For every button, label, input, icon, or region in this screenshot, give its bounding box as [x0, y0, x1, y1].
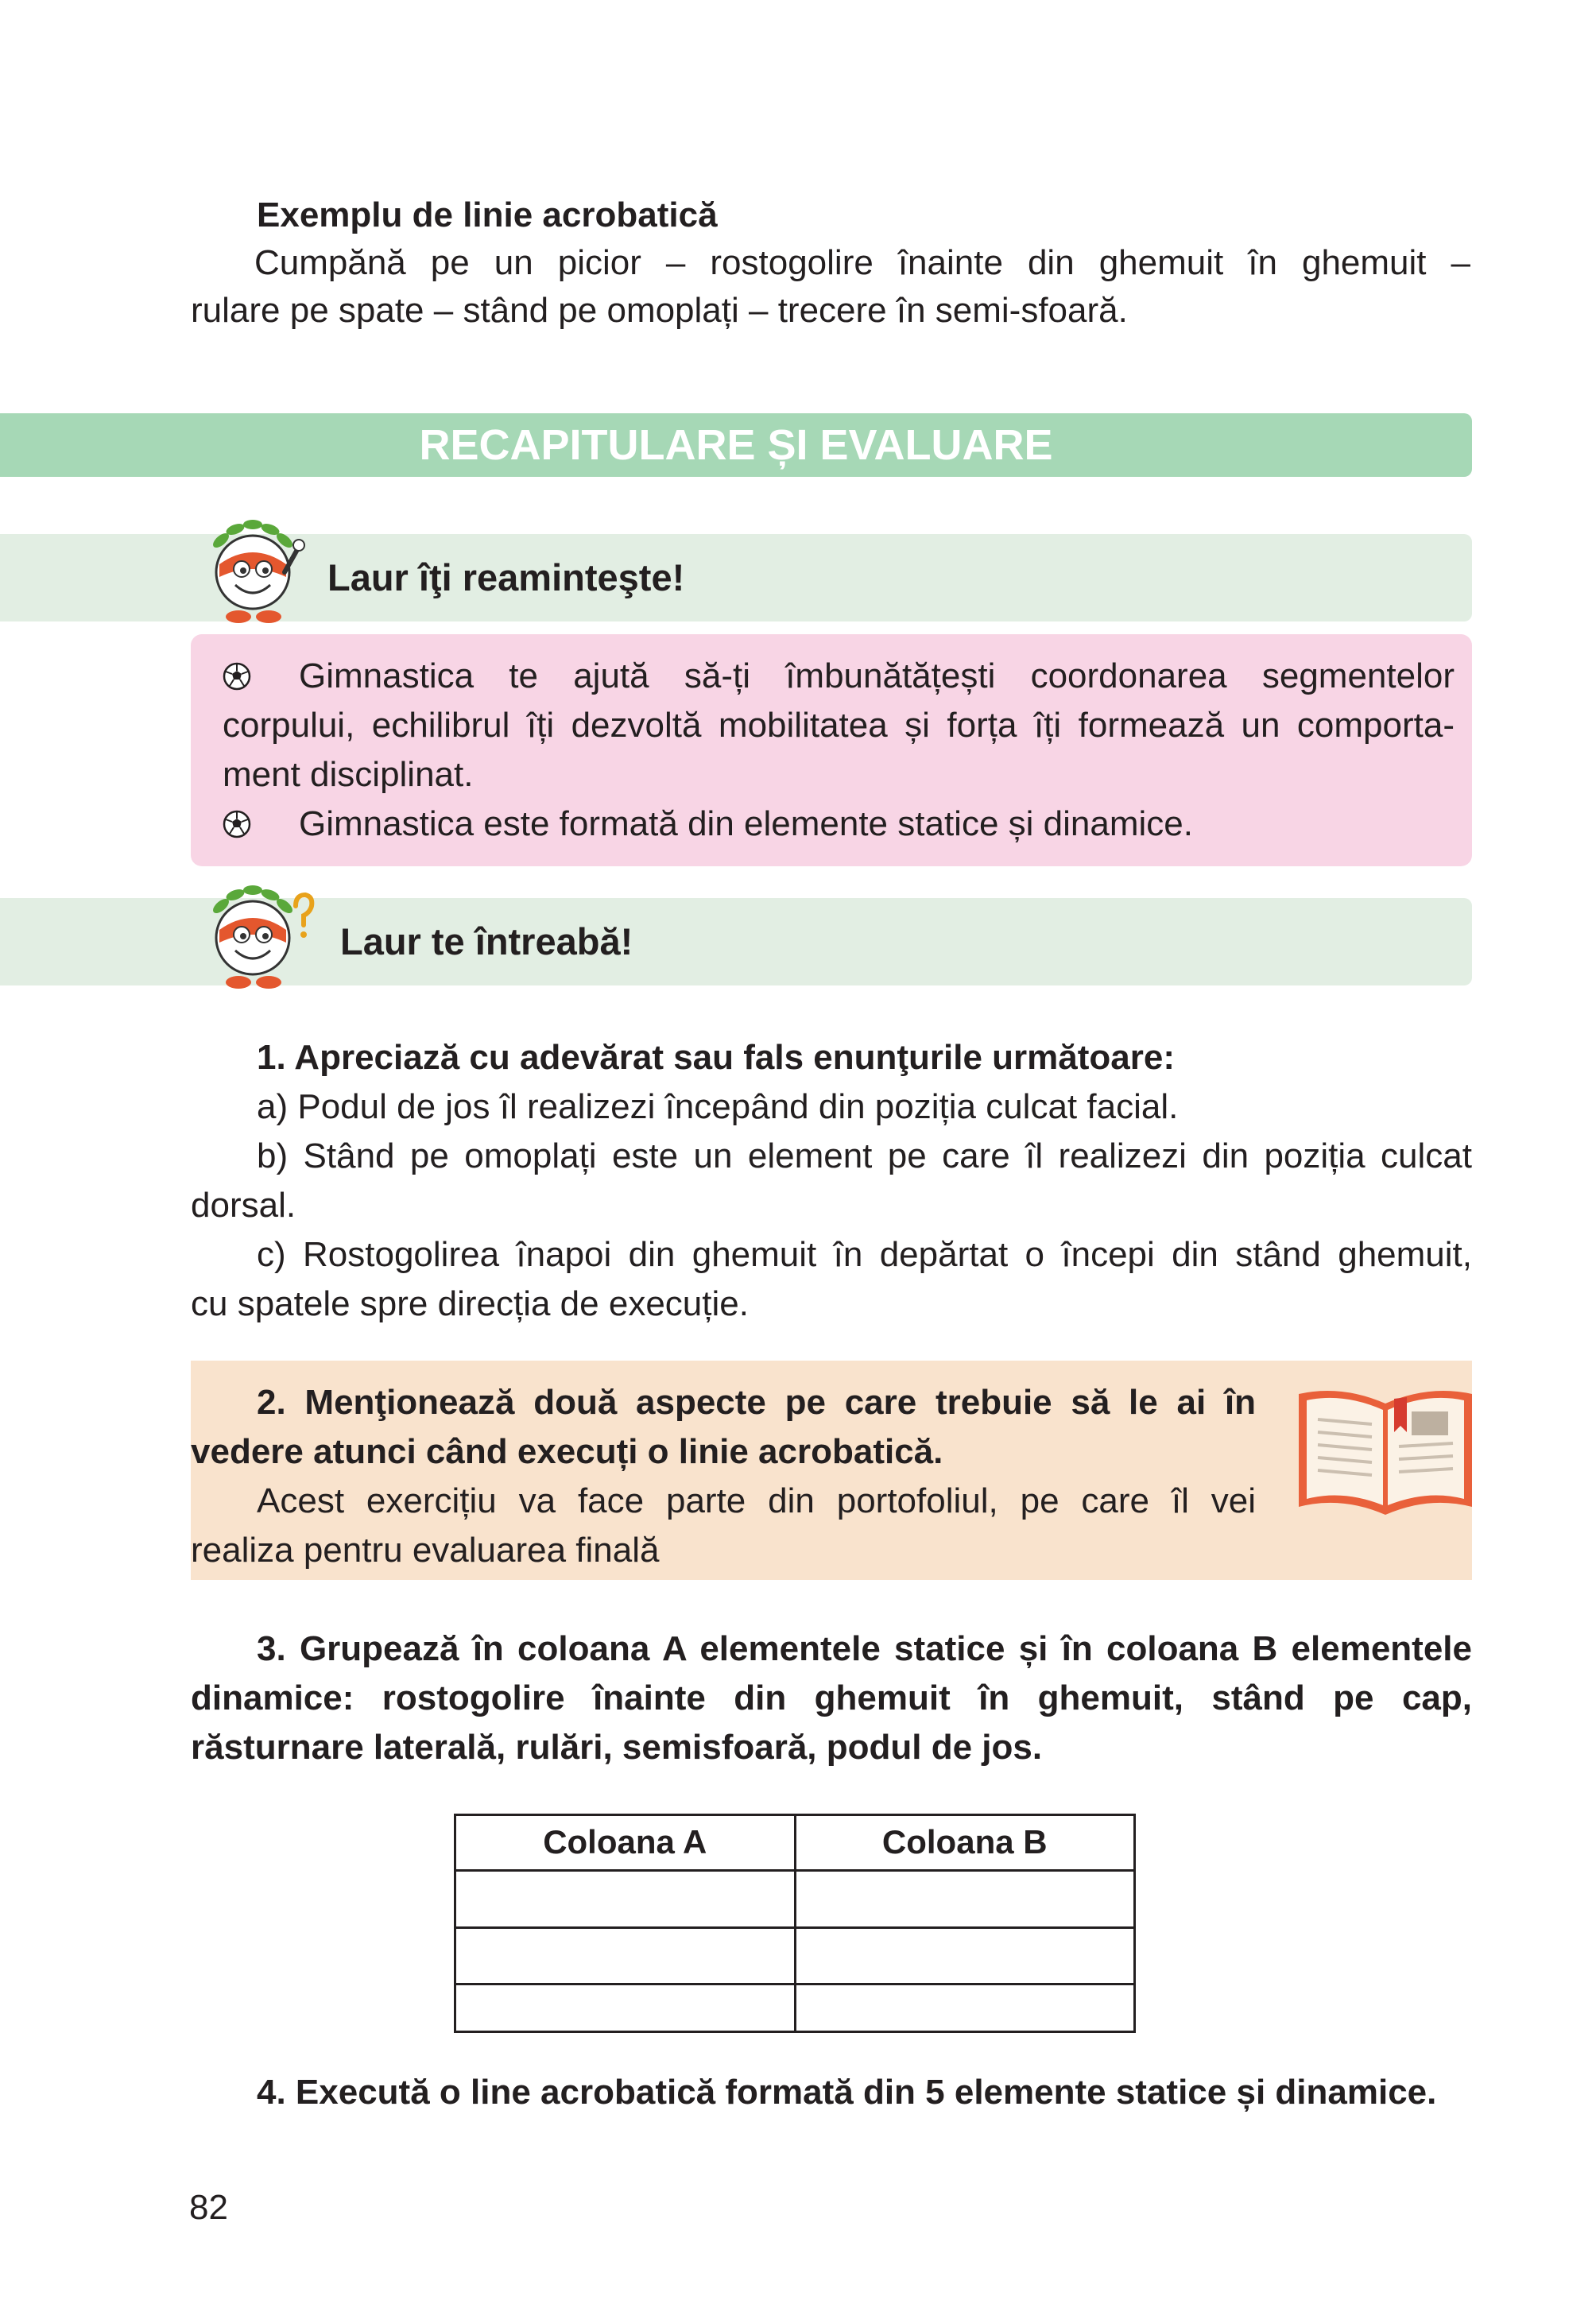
mascot-question-icon: [189, 874, 316, 1001]
table-cell[interactable]: [795, 1984, 1135, 2032]
question-1-item-b: b) Stând pe omoplați este un element pe care îl realizezi din poziția culcat: [257, 1136, 1472, 1175]
table-cell[interactable]: [455, 1984, 796, 2032]
example-title: Exemplu de linie acrobatică: [257, 196, 718, 234]
question-3-title-cont: răsturnare laterală, rulări, semisfoară, podul de jos.: [191, 1728, 1043, 1767]
question-2-note: Acest exercițiu va face parte din portofoliul, pe care îl vei: [257, 1481, 1256, 1520]
table-cell[interactable]: [795, 1870, 1135, 1927]
reminder-line-text: Gimnastica este formată din elemente statice și dinamice.: [299, 804, 1193, 843]
table-cell[interactable]: [455, 1870, 796, 1927]
question-2-title-cont: vedere atunci când execuți o linie acrobatică.: [191, 1432, 943, 1471]
question-3-title-cont: dinamice: rostogolire înainte din ghemuit în ghemuit, stând pe cap,: [191, 1679, 1472, 1717]
column-b-header: Coloana B: [795, 1815, 1135, 1871]
reminder-line: [223, 800, 1455, 849]
column-a-header: Coloana A: [455, 1815, 796, 1871]
question-2-title: 2. Menţionează două aspecte pe care trebuie să le ai în: [257, 1383, 1256, 1422]
example-text-line: rulare pe spate – stând pe omoplați – trecere în semi-sfoară.: [191, 291, 1128, 330]
question-4: 4. Execută o line acrobatică formată din 5 elemente statice și dinamice.: [257, 2073, 1437, 2112]
question-1-item-c-cont: cu spatele spre direcția de execuție.: [191, 1284, 749, 1323]
reminder-line: corpului, echilibrul îți dezvoltă mobilitatea și forța îți formează un comporta-: [223, 706, 1455, 745]
section-title: RECAPITULARE ȘI EVALUARE: [419, 421, 1053, 469]
table-cell[interactable]: [455, 1927, 796, 1984]
mascot-icon: [189, 509, 316, 636]
table-row: [455, 1870, 1135, 1927]
question-1-item-a: a) Podul de jos îl realizezi începând din poziția culcat facial.: [257, 1087, 1179, 1126]
question-1-title: 1. Apreciază cu adevărat sau fals enunţurile următoare:: [257, 1038, 1176, 1077]
table-cell[interactable]: [795, 1927, 1135, 1984]
reminder-line-text: Gimnastica te ajută să-ți îmbunătățești coordonarea segmentelor: [299, 656, 1455, 695]
section-banner: [0, 413, 1472, 477]
table-row: [455, 1927, 1135, 1984]
page-number: 82: [189, 2188, 228, 2227]
classification-table: [454, 1814, 1136, 2033]
question-1-item-c: c) Rostogolirea înapoi din ghemuit în depărtat o începi din stând ghemuit,: [257, 1235, 1472, 1274]
questions-title: Laur te întreabă!: [340, 920, 633, 962]
soccer-ball-icon: [223, 810, 251, 838]
reminder-line: ment disciplinat.: [223, 755, 474, 794]
reminder-line: [223, 652, 1455, 701]
question-2-note-cont: realiza pentru evaluarea finală: [191, 1531, 660, 1570]
question-1-item-b-cont: dorsal.: [191, 1186, 296, 1225]
table-row: [455, 1984, 1135, 2032]
question-3-title: 3. Grupează în coloana A elementele statice și în coloana B elementele: [257, 1629, 1472, 1668]
example-text-line: Cumpănă pe un picior – rostogolire înainte din ghemuit în ghemuit –: [254, 243, 1470, 282]
soccer-ball-icon: [223, 662, 251, 691]
reminder-title: Laur îţi reaminteşte!: [327, 556, 685, 598]
open-book-icon: [1294, 1383, 1477, 1526]
